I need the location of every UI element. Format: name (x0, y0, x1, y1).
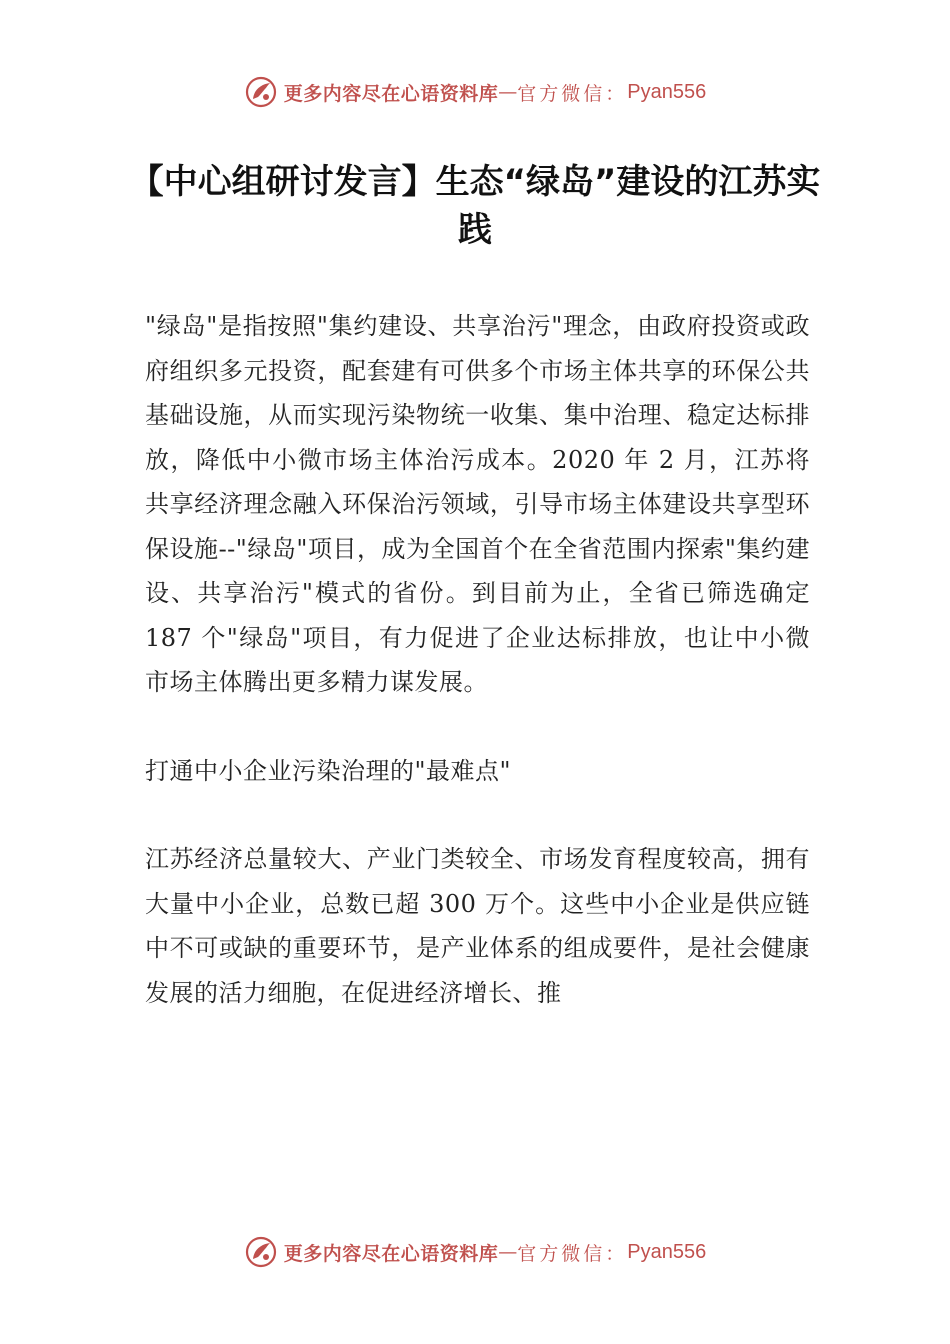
page-title: 【中心组研讨发言】生态“绿岛”建设的江苏实践 (129, 162, 821, 250)
wechat-id: Pyan556 (627, 80, 707, 103)
header-banner (0, 72, 950, 112)
footer-banner (0, 1232, 950, 1272)
brand-text: 更多内容尽在心语资料库 (283, 82, 499, 105)
wechat-label: 官方微信： (517, 1242, 628, 1265)
section-subheading: 打通中小企业污染治理的"最难点" (145, 756, 512, 785)
body-paragraph: 江苏经济总量较大、产业门类较全、市场发育程度较高，拥有大量中小企业，总数已超 300 万个。这些中小企业是供应链中不可或缺的重要环节，是产业体系的组成要件，是社会健康发展的活力细胞，在促进经济增长、推 (145, 845, 810, 1007)
fire-leaf-logo-icon (244, 1235, 278, 1269)
body-paragraph: "绿岛"是指按照"集约建设、共享治污"理念，由政府投资或政府组织多元投资，配套建有可供多个市场主体共享的环保公共基础设施，从而实现污染物统一收集、集中治理、稳定达标排放，降低中小微市场主体治污成本。2020 年 2 月，江苏将共享经济理念融入环保治污领域，引导市场主体建设共享型环保设施--"绿岛"项目，成为全国首个在全省范围内探索"集约建设、共享治污"模式的省份。到目前为止，全省已筛选确定 187 个"绿岛"项目，有力促进了企业达标排放，也让中小微市场主体腾出更多精力谋发展。 (145, 312, 810, 696)
wechat-id: Pyan556 (627, 1240, 707, 1263)
wechat-label: 官方微信： (517, 82, 628, 105)
document-body (145, 304, 810, 1015)
separator: — (498, 1241, 518, 1263)
separator: — (498, 81, 518, 103)
fire-leaf-logo-icon (244, 75, 278, 109)
brand-text: 更多内容尽在心语资料库 (283, 1242, 499, 1265)
